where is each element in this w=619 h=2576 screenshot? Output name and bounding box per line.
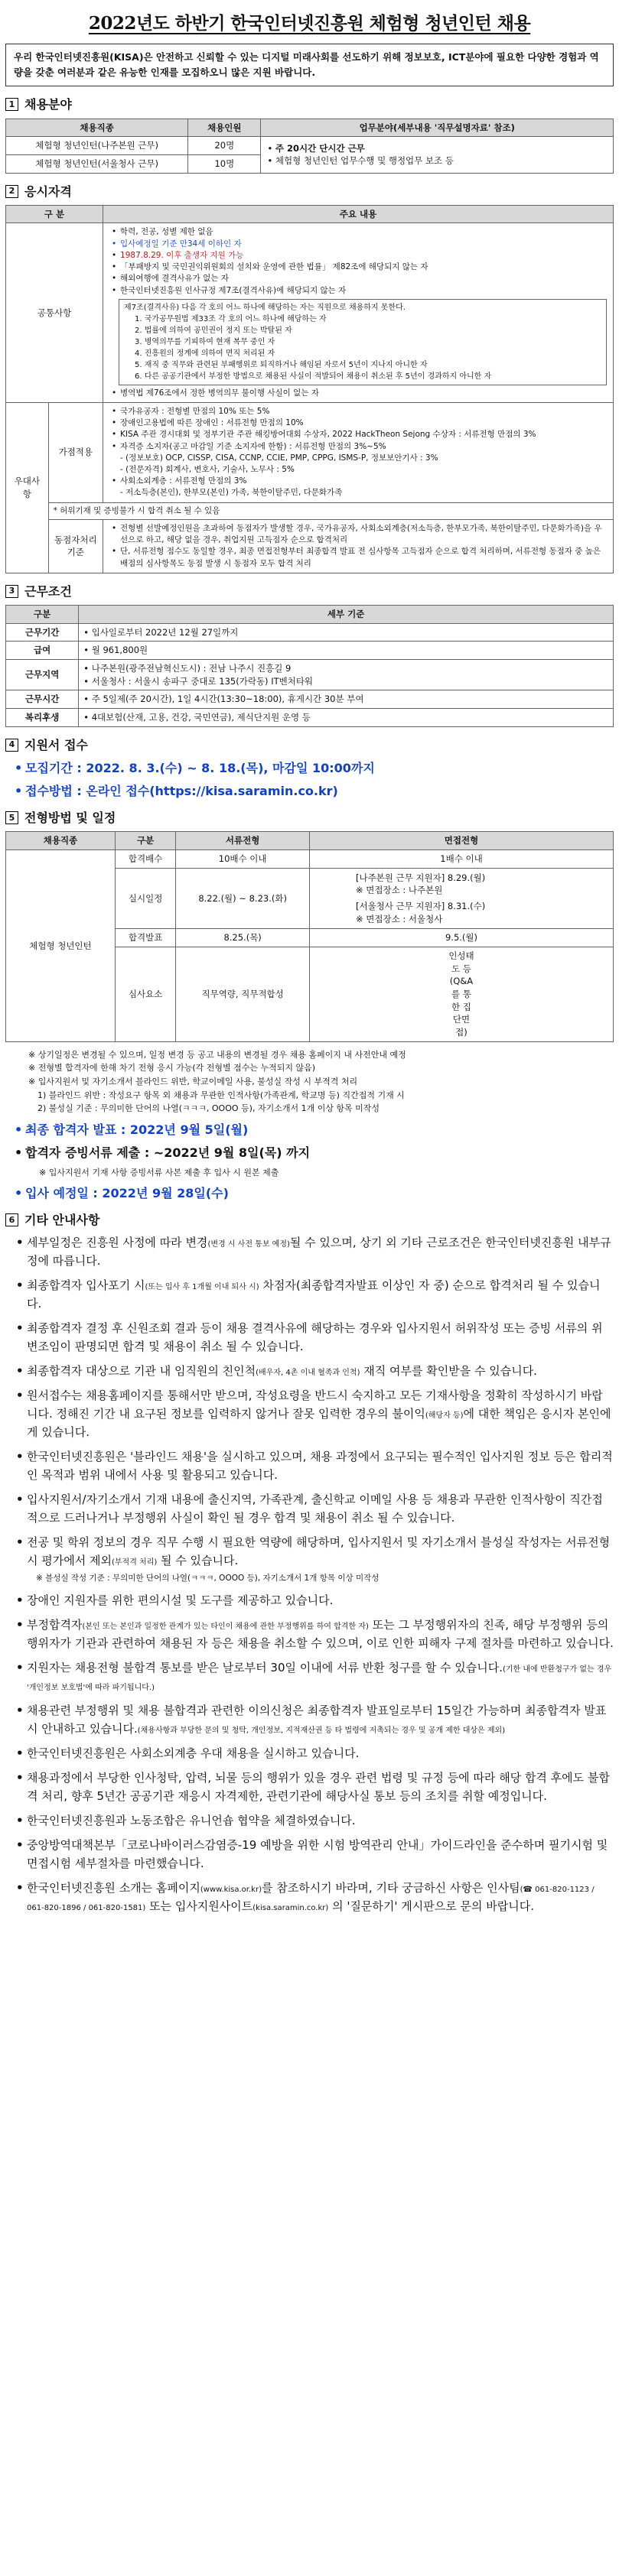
interview-value	[309, 868, 613, 929]
list-item	[16, 1811, 614, 1830]
section-number: 3	[5, 585, 18, 598]
join-line	[15, 1184, 614, 1202]
job-cell: 체험형 청년인턴(나주본원 근무)	[6, 137, 188, 155]
list-item: • 국가유공자 : 전형별 만점의 10% 또는 5%	[120, 406, 607, 417]
list-item	[16, 1658, 614, 1695]
job-cell: 체험형 청년인턴(서울청사 근무)	[6, 154, 188, 173]
period-line	[15, 759, 614, 777]
table-row	[6, 223, 614, 403]
col-header: 채용직종	[6, 119, 188, 137]
note-line: ※ 전형별 합격자에 한해 차기 전형 응시 가능(각 전형별 점수는 누적되지 않음)	[28, 1063, 316, 1074]
table-row	[6, 850, 614, 869]
table-row	[6, 642, 614, 660]
list-item: - (전문자격) 회계사, 변호사, 기술사, 노무사 : 5%	[120, 465, 295, 475]
work-line-1: • 주 20시간 단시간 근무	[267, 142, 365, 154]
list-item	[16, 1233, 614, 1270]
row-label: 심사요소	[115, 947, 175, 1042]
doc-value: 10배수 이내	[176, 850, 310, 869]
count-cell: 10명	[188, 154, 261, 173]
section-number: 5	[5, 811, 18, 824]
doc-value: 직무역량, 직무적합성	[176, 947, 310, 1042]
method-label: 접수방법 :	[25, 784, 82, 799]
work-desc: 체험형 청년인턴 업무수행 및 행정업무 보조 등	[275, 155, 454, 167]
section-number: 4	[5, 739, 18, 752]
row-label: 실시일정	[115, 868, 175, 929]
text-segment: 재직 여부를 확인받을 수 있습니다.	[360, 1364, 537, 1379]
text-segment: 부정합격자	[27, 1617, 83, 1632]
row-value: • 주 5일제(주 20시간), 1일 4시간(13:30~18:00), 휴게시간 30분 부여	[79, 690, 614, 709]
text-segment: 중앙방역대책본부「코로나바이러스감염증-19 예방을 위한 시험 방역관리 안내」가이드라인을 준수하며 필기시험 및 면접시험 세부절차를 마련했습니다.	[27, 1837, 608, 1870]
text-segment: (배우자, 4촌 이내 혈족과 인척)	[256, 1369, 360, 1378]
text-segment: 차점자(최종합격자발표 이상인 자 중) 순으로 합격처리 될 수 있습니다.	[27, 1278, 601, 1311]
section-number: 1	[5, 98, 18, 111]
col-header: 주요 내용	[103, 205, 614, 223]
section-title: 근무조건	[24, 583, 72, 599]
list-item: • 해외여행에 결격사유가 없는 자	[120, 273, 607, 284]
selection-schedule-table	[5, 831, 614, 1041]
text-segment: 한국인터넷진흥원과 노동조합은 유니언숍 협약을 체결하였습니다.	[27, 1813, 356, 1827]
section-2-heading	[5, 183, 614, 200]
docs-line	[15, 1144, 614, 1161]
row-label: 복리후생	[6, 709, 79, 727]
list-item	[16, 1447, 614, 1484]
row-label: 우대사항	[6, 402, 49, 573]
join-date	[15, 1184, 614, 1202]
join-label: 입사 예정일 :	[25, 1186, 98, 1201]
row-label: 급여	[6, 642, 79, 660]
common-requirements	[103, 223, 614, 403]
text-segment: 지원자는 채용전형 불합격 통보를 받은 날로부터 30일 이내에 서류 반환 청구를 할 수 있습니다.	[27, 1660, 503, 1675]
col-header: 구분	[115, 832, 175, 850]
section-number: 2	[5, 185, 18, 198]
result-dates	[15, 1121, 614, 1161]
value-text: 주 5일제(주 20시간), 1일 4시간(13:30~18:00), 휴게시간 30분 부여	[91, 694, 364, 705]
text-segment: 최종합격자 결정 후 신원조회 결과 등이 채용 결격사유에 해당하는 경우와 입사지원서 허위작성 또는 증빙 서류의 위변조임이 판명되면 합격 및 채용이 취소 될 수 있습니다.	[27, 1321, 603, 1354]
docs-note: ※ 입사지원서 기재 사항 증빙서류 사본 제출 후 입사 시 원본 제출	[39, 1168, 279, 1178]
apply-site-link[interactable]: (kisa.saramin.co.kr)	[252, 1903, 329, 1912]
note-line: ※ 상기일정은 변경될 수 있으며, 일정 변경 등 공고 내용의 변경될 경우 채용 홈페이지 내 사전안내 예정	[28, 1049, 406, 1060]
text-segment: 원서접수는 채용홈페이지를 통해서만 받으며, 작성요령을 반드시 숙지하고 모든 기재사항을 정확히 작성하시기 바랍니다. 정해진 기간 내 요구된 정보를 입력하지 않거나 잘못 입력한 경우의 불이익	[27, 1389, 603, 1421]
row-label: 공통사항	[6, 223, 103, 403]
list-item	[16, 1386, 614, 1441]
text-segment: 를 참조하시기 바라며, 기타 궁금하신 사항은 인사팀	[261, 1880, 520, 1895]
row-label: 합격발표	[115, 929, 175, 947]
text-segment: (해당자 등)	[425, 1411, 464, 1421]
list-item	[16, 1591, 614, 1610]
contact-phones: (☎ 061-820-1123 / 061-820-1896 / 061-820-1581)	[27, 1885, 595, 1912]
final-label: 최종 합격자 발표 :	[25, 1122, 126, 1137]
interview-date: [나주본원 근무 지원자] 8.29.(월)	[355, 872, 486, 883]
list-item	[16, 1701, 614, 1738]
method-value[interactable]: 온라인 접수(https://kisa.saramin.co.kr)	[86, 784, 338, 799]
text-segment: (변경 시 사전 통보 예정)	[207, 1240, 290, 1249]
disqualification-box	[119, 299, 607, 385]
text-segment: (또는 입사 후 1개월 이내 퇴사 시)	[145, 1283, 259, 1292]
table-row	[6, 709, 614, 727]
period-value: 2022. 8. 3.(수) ~ 8. 18.(목), 마감일 10:00까지	[86, 760, 375, 775]
application-info	[15, 759, 614, 800]
table-row	[6, 502, 614, 519]
col-header: 채용직종	[6, 832, 116, 850]
value-text: 서울청사 : 서울시 송파구 중대로 135(가락동) IT벤처타워	[91, 675, 314, 687]
text-segment: (부적격 처리)	[111, 1558, 158, 1567]
table-row	[6, 659, 614, 690]
interview-value: 인성태도 등 (Q&A를 통한 집단면접)	[309, 947, 613, 1042]
section-5-heading	[5, 809, 614, 827]
work-conditions-table	[5, 605, 614, 727]
row-value: • 입사일로부터 2022년 12월 27일까지	[79, 623, 614, 642]
text-segment: 최종합격자 대상으로 기관 내 임직원의 친인척	[27, 1364, 256, 1379]
col-header: 서류전형	[176, 832, 310, 850]
value-text: 나주본원(광주전남혁신도시) : 전남 나주시 진흥길 9	[91, 662, 292, 674]
text-segment: 채용관련 부정행위 및 채용 불합격과 관련한 이의신청은 최종합격자 발표일로부터 15일간 가능하며 최종합격자 발표 시 안내하고 있습니다.	[27, 1703, 607, 1736]
list-item: - (정보보호) OCP, CISSP, CISA, CCNP, CCIE, PMP, CPPG, ISMS-P, 정보보안기사 : 3%	[120, 453, 438, 463]
list-item: • 단, 서류전형 점수도 동일할 경우, 최종 면접전형부터 최종합격 발표 전 심사항목 고득점자 순으로 합격 처리하며, 서류전형 동점자 중 높은 배점의 심사항목도 동점 발생 시 동점자 모두 합격 처리	[120, 546, 607, 569]
table-header-row	[6, 119, 614, 137]
final-value: 2022년 9월 5일(월)	[129, 1122, 249, 1137]
etc-list-2	[5, 1591, 614, 1915]
col-header: 채용인원	[188, 119, 261, 137]
count-cell: 20명	[188, 137, 261, 155]
insincere-note: ※ 블성실 작성 기준 : 무의미한 단어의 나열(ㅋㅋㅋ, OOOO 등), 자기소개서 1개 항목 이상 미작성	[36, 1574, 380, 1584]
list-item: • 장애인고용법에 따른 장애인 : 서류전형 만점의 10%	[120, 417, 607, 429]
row-value: • 나주본원(광주전남혁신도시) : 전남 나주시 진흥길 9 • 서울청사 : 서울시 송파구 중대로 135(가락동) IT벤처타워	[79, 659, 614, 690]
method-line	[15, 782, 614, 800]
text-segment: 또는 그 부정행위자의 친족, 해당 부정행위 등의 행위자가 기관과 관련하여 채용된 자 등은 채용을 취소할 수 있으며, 이로 인한 피해자 구제 절차를 마련하고 있습니다.	[27, 1617, 614, 1650]
doc-value: 8.22.(월) ~ 8.23.(화)	[176, 868, 310, 929]
doc-value: 8.25.(목)	[176, 929, 310, 947]
disq-item: 1. 국가공무원법 제33조 각 호의 어느 하나에 해당하는 자	[135, 314, 327, 323]
section-title: 채용분야	[24, 97, 72, 112]
disq-item: 2. 법률에 의하여 공민권이 정지 또는 박탈된 자	[135, 326, 292, 335]
table-header-row	[6, 205, 614, 223]
text-segment: 채용과정에서 부당한 인사청탁, 압력, 뇌물 등의 행위가 있을 경우 관련 법령 및 규정 등에 따라 해당 합격 후에도 불합격 처리, 향후 5년간 공공기관 재응시 자격제한, 관련기관에 해당사실 통보 등의 조치를 취할 예정입니다.	[27, 1770, 610, 1803]
section-6-heading	[5, 1211, 614, 1229]
section-title: 지원서 접수	[24, 737, 88, 752]
docs-label: 합격자 증빙서류 제출 :	[25, 1145, 150, 1160]
text-segment: 세부일정은 진흥원 사정에 따라 변경	[27, 1236, 208, 1250]
list-item: - 저소득층(본인), 한부모(본인) 가족, 북한이탈주민, 다문화가족	[120, 488, 343, 498]
list-item: • 학력, 전공, 성별 제한 없음	[120, 226, 607, 238]
section-title: 응시자격	[24, 184, 72, 199]
list-item: • 입사예정일 기준 만34세 이하인 자	[120, 239, 607, 250]
text-segment: (채용사항과 부당한 문의 및 청탁, 개인정보, 지적재산권 등 타 법령에 저촉되는 경우 및 공개 제한 대상은 제외)	[137, 1726, 506, 1735]
list-item	[16, 1744, 614, 1762]
table-row	[6, 519, 614, 573]
page-title: 2022년도 하반기 한국인터넷진흥원 체험형 청년인턴 채용	[88, 13, 531, 34]
interview-date: [서울청사 근무 지원자] 8.31.(수)	[355, 901, 486, 912]
homepage-link[interactable]: (www.kisa.or.kr)	[200, 1885, 262, 1894]
value-text: 4대보험(산재, 고용, 건강, 국민연금), 제식단지원 운영 등	[91, 712, 311, 723]
disq-item: 4. 진흥원의 정계에 의하여 면직 처리된 자	[135, 349, 275, 358]
col-header: 세부 기준	[79, 605, 614, 623]
text-segment: 한국인터넷진흥원은 '블라인드 채용'을 실시하고 있으며, 채용 과정에서 요구되는 필수적인 입사지원 정보 등은 합리적인 목적과 범위 내에서 사용 및 활용되고 있습니다.	[27, 1450, 613, 1483]
table-row	[6, 690, 614, 709]
disq-intro: 제7조(결격사유) 다음 각 호의 어느 하나에 해당하는 자는 직원으로 채용하지 못한다.	[124, 303, 406, 312]
row-label: 합격배수	[115, 850, 175, 869]
disq-item: 6. 다른 공공기관에서 부정한 방법으로 채용된 사실이 적발되어 채용이 취소된 후 5년이 경과하지 아니한 자	[135, 372, 492, 381]
row-label: 근무기간	[6, 623, 79, 642]
text-segment: 될 수 있으며, 상기 외 기타 근로조건은 한국인터넷진흥원 내부규정에 따릅니다.	[27, 1236, 611, 1269]
list-item: • KISA 주관 경시대회 및 정부기관 주관 해킹방어대회 수상자, 2022 HackTheon Sejong 수상자 : 서류전형 만점의 3%	[120, 429, 607, 440]
row-label: 근무지역	[6, 659, 79, 690]
interview-value: 9.5.(월)	[309, 929, 613, 947]
col-header: 구분	[6, 605, 79, 623]
note-line: 2) 불성실 기준 : 무의미한 단어의 나열(ㅋㅋㅋ, OOOO 등), 자기소개서 1개 이상 항목 미작성	[37, 1103, 380, 1114]
value-text: 월 961,800원	[91, 645, 148, 656]
row-label: 근무시간	[6, 690, 79, 709]
text-segment: 의 '질문하기' 게시판으로 문의 바랍니다.	[328, 1899, 534, 1913]
value-text: 입사일로부터 2022년 12월 27일까지	[91, 626, 239, 638]
text-segment: 또는 입사지원사이트	[145, 1899, 253, 1913]
list-item: • 「부패방지 및 국민권익위원회의 설치와 운영에 관한 법률」 제82조에 해당되지 않는 자	[120, 261, 607, 273]
table-header-row	[6, 832, 614, 850]
list-item	[120, 250, 607, 261]
text-segment: 입사지원서/자기소개서 기재 내용에 출신지역, 가족관계, 출신학교 이메일 사용 등 채용과 무관한 인적사항이 직간접적으로 드러나거나 부정행위 사실이 확인 될 경우 합격 및 채용이 취소 될 수 있습니다.	[27, 1493, 603, 1525]
col-header	[261, 119, 614, 137]
qualification-table	[5, 205, 614, 573]
interview-place: ※ 면접장소 : 서울청사	[355, 913, 443, 924]
note-line: 1) 블라인드 위반 : 작성요구 항목 외 채용과 무관한 인적사항(가족관계, 학교명 등) 직간접적 기재 시	[37, 1090, 405, 1100]
table-header-row	[6, 605, 614, 623]
work-hours: 주 20시간 단시간 근무	[275, 142, 365, 154]
birth-note: 1987.8.29. 이후 출생자 지원 가능	[120, 250, 244, 260]
final-announce-line	[15, 1121, 614, 1139]
text-segment: 전공 및 학위 정보의 경우 직무 수행 시 필요한 역량에 해당하며, 입사지원서 및 자기소개서 블성실 작성자는 서류전형 시 평가에서 제외	[27, 1535, 611, 1568]
recruitment-field-table	[5, 119, 614, 174]
row-value: • 4대보험(산재, 고용, 건강, 국민연금), 제식단지원 운영 등	[79, 709, 614, 727]
list-item: • 자격증 소지자(공고 마감일 기준 소지자에 한함) : 서류전형 만점의 3%~5%	[120, 441, 607, 453]
text-segment: 될 수 있습니다.	[157, 1554, 239, 1568]
col-header: 업무분야(세부내용 '직무설명자료' 참조)	[359, 122, 515, 133]
section-number: 6	[5, 1213, 18, 1226]
section-title: 전형방법 및 일정	[24, 810, 116, 826]
period-label: 모집기간 :	[25, 760, 82, 775]
row-label: 가점적용	[48, 402, 103, 502]
section-4-heading	[5, 736, 614, 754]
table-row	[6, 402, 614, 502]
table-row	[6, 623, 614, 642]
row-label: 동점자처리기준	[48, 519, 103, 573]
section-title: 기타 안내사항	[24, 1213, 100, 1228]
list-item	[16, 1490, 614, 1527]
join-value: 2022년 9월 28일(수)	[102, 1186, 229, 1201]
list-item: • 전형별 선발예정인원을 초과하여 동점자가 발생할 경우, 국가유공자, 사회소외계층(저소득층, 한부모가족, 북한이탈주민, 다문화가족)을 우선으로 하고, 해당 없을 경우, 취업지원 고득점자 순으로 합격처리	[120, 523, 607, 546]
recruitment-notice	[5, 0, 614, 1932]
docs-value: ~2022년 9월 8일(목) 까지	[153, 1145, 311, 1160]
list-item: • 사회소외계층 : 서류전형 만점의 3%	[120, 476, 607, 487]
interview-value: 1배수 이내	[309, 850, 613, 869]
text-segment: (기한 내에 반환청구가 없는 경우 '개인정보 보호법'에 따라 파기됩니다.)	[27, 1665, 612, 1692]
list-item	[16, 1879, 614, 1915]
section-1-heading	[5, 96, 614, 113]
list-item	[16, 1362, 614, 1380]
note-line: ※ 입사지원서 및 자기소개서 블라인드 위반, 학교이메일 사용, 불성실 작성 시 부적격 처리	[28, 1077, 358, 1087]
text-segment: 한국인터넷진흥원 소개는 홈페이지	[27, 1880, 200, 1895]
row-value: • 월 961,800원	[79, 642, 614, 660]
bonus-list	[103, 402, 614, 502]
col-header: 면접전형	[309, 832, 613, 850]
work-cell	[261, 137, 614, 173]
col-header: 구 분	[6, 205, 103, 223]
bonus-note: * 허위기재 및 증빙불가 시 합격 취소 될 수 있음	[48, 502, 613, 519]
disq-item: 3. 병역의무를 기피하여 현재 복무 중인 자	[135, 337, 275, 346]
list-item	[16, 1836, 614, 1873]
interview-place: ※ 면접장소 : 나주본원	[355, 885, 443, 896]
text-segment: 최종합격자 입사포기 시	[27, 1278, 145, 1293]
intro-box: 우리 한국인터넷진흥원(KISA)은 안전하고 신뢰할 수 있는 디지털 미래사회를 선도하기 위해 정보보호, ICT분야에 필요한 다양한 경험과 역량을 갖춘 여러분과 같은 유능한 인재를 모집하오니 많은 지원 바랍니다.	[5, 44, 614, 86]
list-item: • 한국인터넷진흥원 인사규정 제7조(결격사유)에 해당되지 않는 자	[120, 285, 607, 297]
tie-rules	[103, 519, 614, 573]
text-segment: 장애인 지원자를 위한 편의시설 및 도구를 제공하고 있습니다.	[27, 1593, 334, 1607]
disq-item: 5. 재직 중 직무와 관련된 부패행위로 퇴직하거나 해임된 자로서 5년이 지나지 아니한 자	[135, 360, 428, 369]
work-line-2: • 체험형 청년인턴 업무수행 및 행정업무 보조 등	[267, 155, 454, 167]
job-cell: 체험형 청년인턴	[6, 850, 116, 1042]
text-segment: 에 대한 책임은 응시자 본인에게 있습니다.	[27, 1407, 611, 1440]
list-item	[16, 1276, 614, 1313]
etc-list	[5, 1233, 614, 1570]
list-item	[16, 1319, 614, 1356]
list-item	[16, 1533, 614, 1570]
section-3-heading	[5, 583, 614, 600]
text-segment: 한국인터넷진흥원은 사회소외계층 우대 채용을 실시하고 있습니다.	[27, 1746, 360, 1760]
schedule-notes	[28, 1048, 614, 1116]
text-segment: (본인 또는 본인과 일정한 관계가 있는 타인이 채용에 관한 부정행위를 하여 합격한 자)	[82, 1622, 369, 1631]
list-item: • 병역법 제76조에서 정한 병역의무 불이행 사실이 없는 자	[120, 388, 607, 399]
list-item	[16, 1769, 614, 1805]
list-item	[16, 1616, 614, 1652]
table-row	[6, 137, 614, 155]
